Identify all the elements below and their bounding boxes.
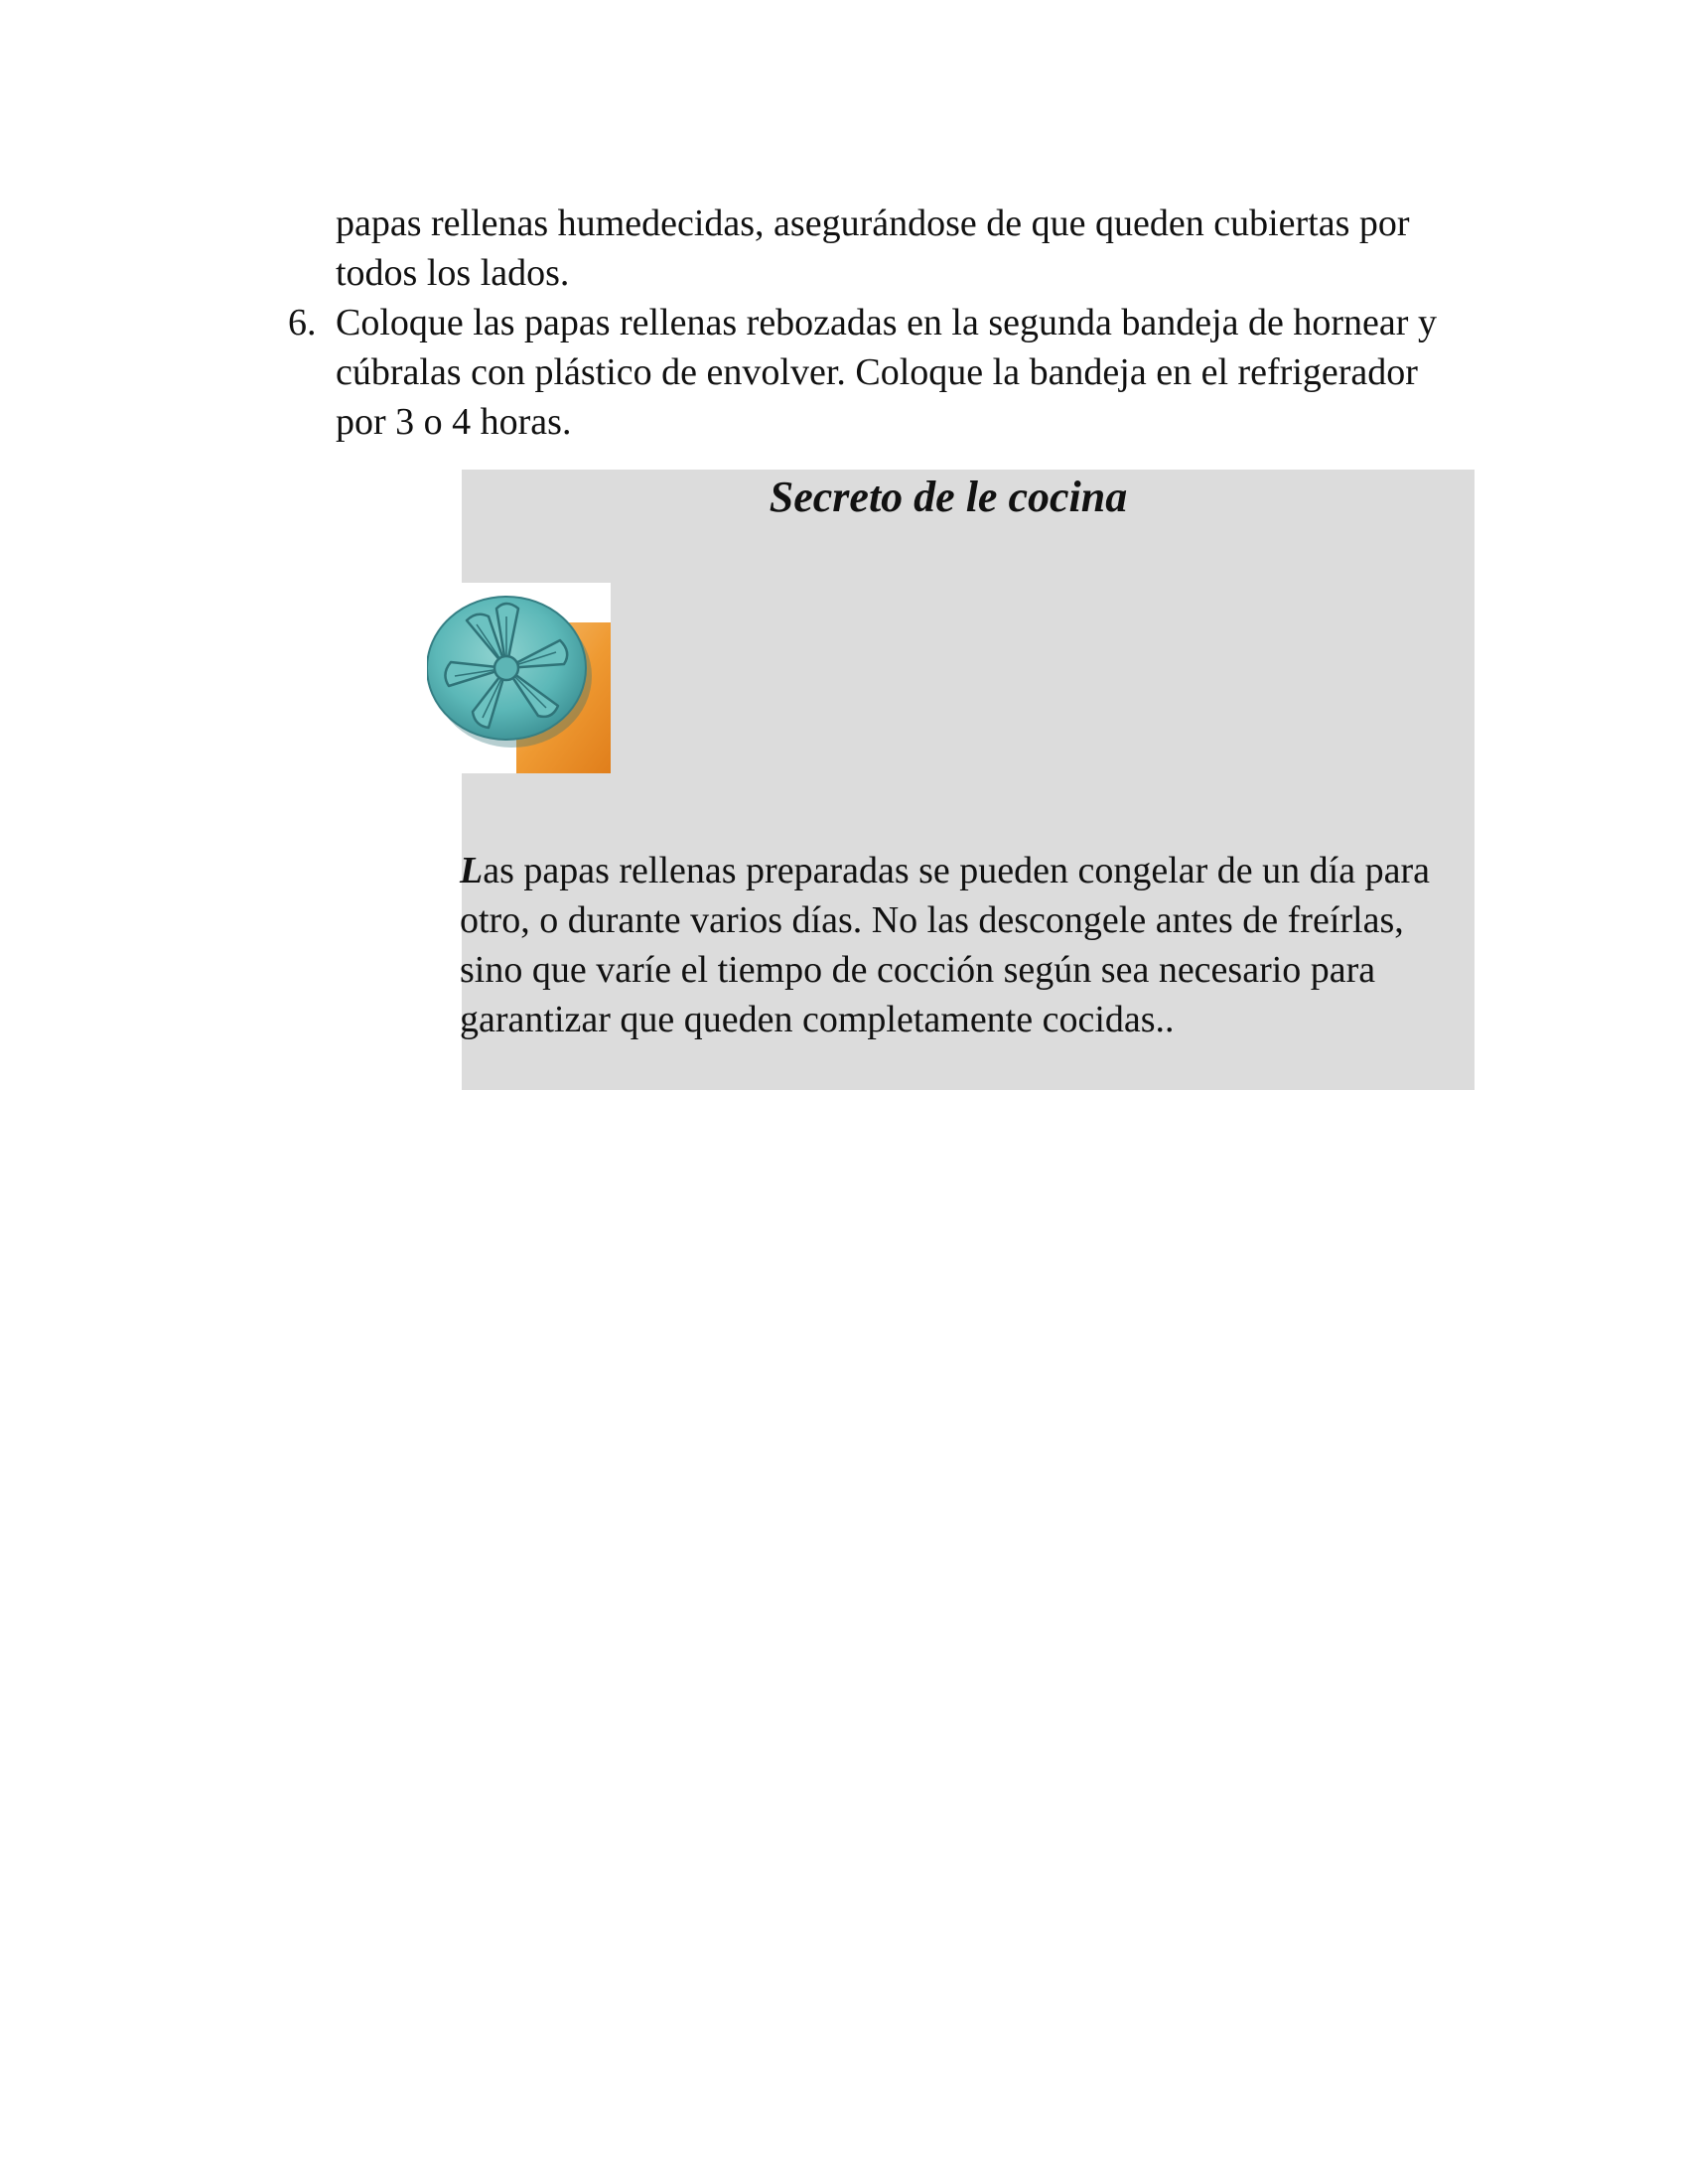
tip-title: Secreto de le cocina [769,473,1128,521]
step-number: 6. [288,302,317,343]
tip-drop-cap: L [460,850,484,891]
turquoise-flower-medallion-icon [427,583,611,773]
continued-paragraph: papas rellenas humedecidas, asegurándose de que queden cubiertas por todos los lados. [336,203,1410,294]
step-item-6 [288,298,1479,447]
step-text: Coloque las papas rellenas rebozadas en la segunda bandeja de hornear y cúbralas con plástico de envolver. Coloque la bandeja en el refrigerador por 3 o 4 horas. [336,302,1437,443]
tip-body-text: as papas rellenas preparadas se pueden congelar de un día para otro, o durante varios días. No las descongele antes de freírlas, sino que varíe el tiempo de cocción según sea necesario para garantizar que queden completamente cocidas.. [460,850,1430,1040]
tip-body [460,846,1463,1044]
